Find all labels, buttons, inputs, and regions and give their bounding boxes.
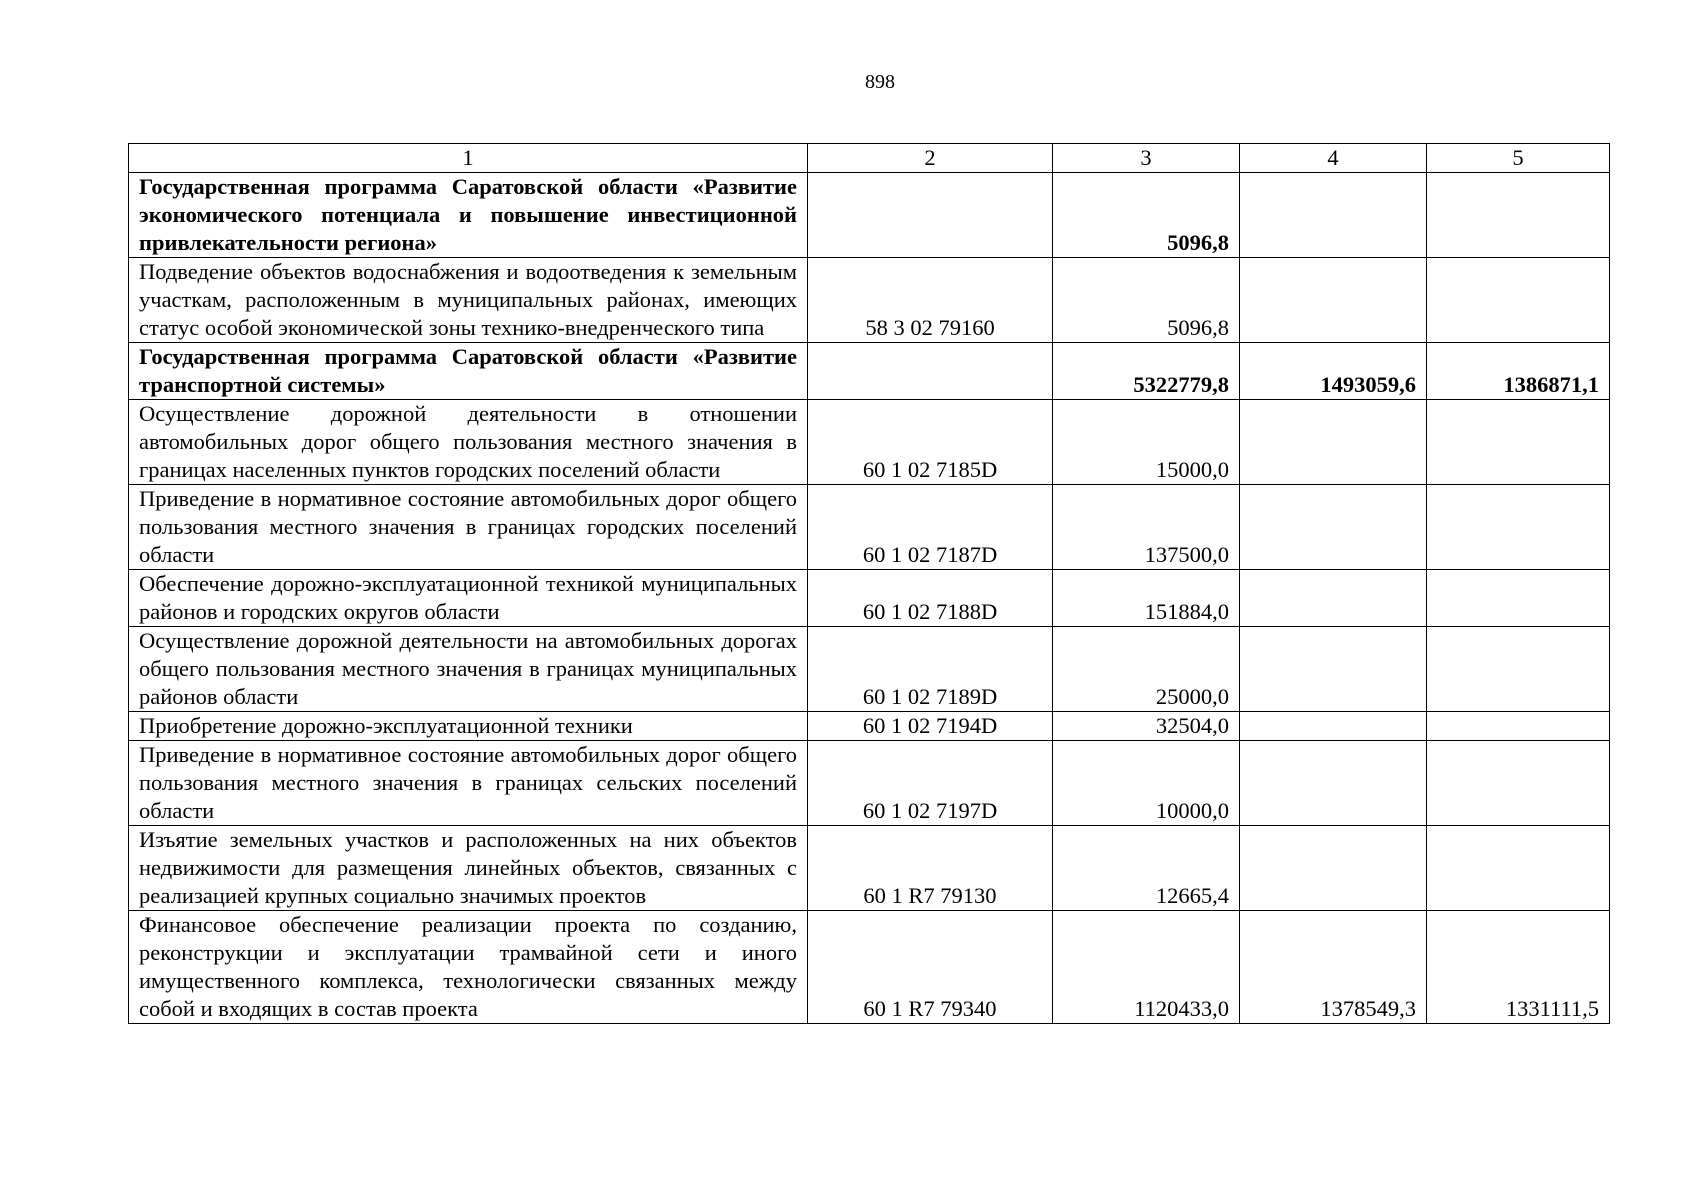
row-col4-cell: 1493059,6 (1240, 343, 1427, 400)
table-row (129, 173, 1610, 258)
row-code-cell: 60 1 02 7189D (808, 627, 1053, 712)
row-col4-cell (1240, 826, 1427, 911)
row-col3-cell: 25000,0 (1053, 627, 1240, 712)
row-code-cell: 58 3 02 79160 (808, 258, 1053, 343)
row-name-cell: Приведение в нормативное состояние автомобильных дорог общего пользования местного значения в границах городских поселений области (129, 485, 808, 570)
row-col3-cell: 10000,0 (1053, 741, 1240, 826)
row-col5-cell (1427, 258, 1610, 343)
row-name-cell: Изъятие земельных участков и расположенных на них объектов недвижимости для размещения линейных объектов, связанных с реализацией крупных социально значимых проектов (129, 826, 808, 911)
row-col5-cell (1427, 570, 1610, 627)
row-code-cell: 60 1 02 7197D (808, 741, 1053, 826)
column-header-2: 2 (808, 144, 1053, 173)
row-name-cell: Осуществление дорожной деятельности в отношении автомобильных дорог общего пользования местного значения в границах населенных пунктов городских поселений области (129, 400, 808, 485)
table-row (129, 570, 1610, 627)
row-col5-cell (1427, 173, 1610, 258)
row-code-cell (808, 173, 1053, 258)
row-col3-cell: 5096,8 (1053, 173, 1240, 258)
row-col3-cell: 137500,0 (1053, 485, 1240, 570)
row-name-cell: Финансовое обеспечение реализации проекта по созданию, реконструкции и эксплуатации трамвайной сети и иного имущественного комплекса, технологически связанных между собой и входящих в состав проекта (129, 911, 808, 1024)
row-col4-cell (1240, 485, 1427, 570)
row-name-cell: Государственная программа Саратовской области «Развитие транспортной системы» (129, 343, 808, 400)
budget-table (128, 143, 1610, 1024)
row-col5-cell (1427, 627, 1610, 712)
column-header-1: 1 (129, 144, 808, 173)
column-header-5: 5 (1427, 144, 1610, 173)
row-code-cell: 60 1 02 7188D (808, 570, 1053, 627)
row-col5-cell (1427, 712, 1610, 741)
row-name-cell: Государственная программа Саратовской области «Развитие экономического потенциала и повышение инвестиционной привлекательности региона» (129, 173, 808, 258)
row-code-cell: 60 1 R7 79340 (808, 911, 1053, 1024)
row-col4-cell: 1378549,3 (1240, 911, 1427, 1024)
table-row (129, 627, 1610, 712)
row-col5-cell (1427, 826, 1610, 911)
row-col5-cell (1427, 400, 1610, 485)
row-col4-cell (1240, 258, 1427, 343)
table-row (129, 258, 1610, 343)
table-row (129, 741, 1610, 826)
row-name-cell: Приобретение дорожно-эксплуатационной техники (129, 712, 808, 741)
row-code-cell: 60 1 R7 79130 (808, 826, 1053, 911)
row-code-cell (808, 343, 1053, 400)
table-row (129, 712, 1610, 741)
row-col3-cell: 5322779,8 (1053, 343, 1240, 400)
table-row (129, 343, 1610, 400)
row-col5-cell (1427, 485, 1610, 570)
row-col3-cell: 12665,4 (1053, 826, 1240, 911)
row-code-cell: 60 1 02 7185D (808, 400, 1053, 485)
row-col3-cell: 15000,0 (1053, 400, 1240, 485)
row-col3-cell: 1120433,0 (1053, 911, 1240, 1024)
row-name-cell: Осуществление дорожной деятельности на автомобильных дорогах общего пользования местного значения в границах муниципальных районов области (129, 627, 808, 712)
row-name-cell: Приведение в нормативное состояние автомобильных дорог общего пользования местного значения в границах сельских поселений области (129, 741, 808, 826)
row-name-cell: Обеспечение дорожно-эксплуатационной техникой муниципальных районов и городских округов области (129, 570, 808, 627)
row-code-cell: 60 1 02 7187D (808, 485, 1053, 570)
row-col5-cell: 1386871,1 (1427, 343, 1610, 400)
column-header-4: 4 (1240, 144, 1427, 173)
row-col4-cell (1240, 627, 1427, 712)
table-body (129, 173, 1610, 1024)
row-col4-cell (1240, 173, 1427, 258)
row-col4-cell (1240, 400, 1427, 485)
table-header-row (129, 144, 1610, 173)
table-row (129, 826, 1610, 911)
row-col4-cell (1240, 741, 1427, 826)
row-col3-cell: 32504,0 (1053, 712, 1240, 741)
row-col4-cell (1240, 712, 1427, 741)
row-col5-cell (1427, 741, 1610, 826)
row-col3-cell: 5096,8 (1053, 258, 1240, 343)
row-col5-cell: 1331111,5 (1427, 911, 1610, 1024)
row-code-cell: 60 1 02 7194D (808, 712, 1053, 741)
row-name-cell: Подведение объектов водоснабжения и водоотведения к земельным участкам, расположенным в муниципальных районах, имеющих статус особой экономической зоны технико-внедренческого типа (129, 258, 808, 343)
row-col4-cell (1240, 570, 1427, 627)
row-col3-cell: 151884,0 (1053, 570, 1240, 627)
table-row (129, 911, 1610, 1024)
table-row (129, 400, 1610, 485)
page-number: 898 (865, 71, 895, 93)
table-row (129, 485, 1610, 570)
column-header-3: 3 (1053, 144, 1240, 173)
